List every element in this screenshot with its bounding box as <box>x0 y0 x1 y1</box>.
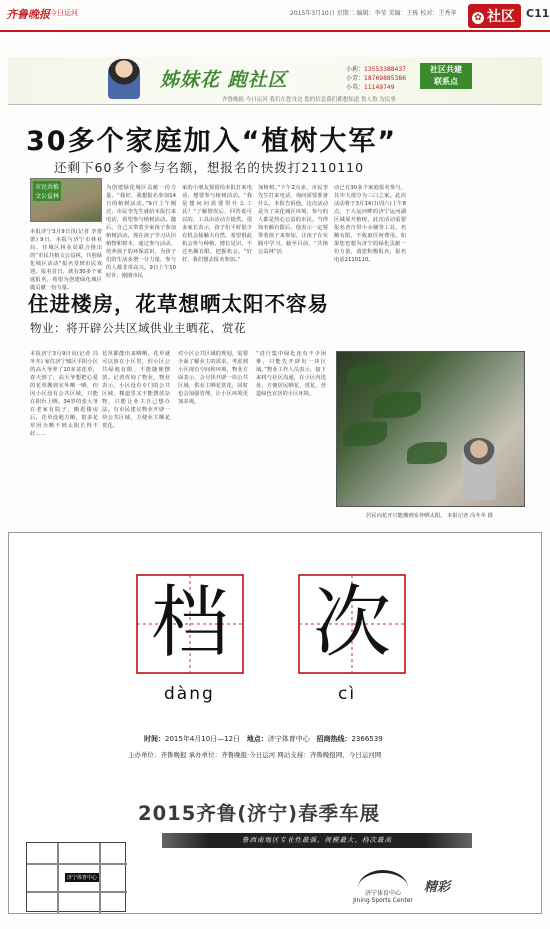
venue-logo: 济宁体育中心 Jining Sports Center <box>352 870 414 908</box>
issue-meta: 2015年3月10日 星期二 编辑：李莹 美编：王栋 校对：王秀华 <box>290 10 457 17</box>
ad-char-box-1 <box>136 574 244 674</box>
photo-caption: 居民向花开只能搬到室外晒太阳。 本报记者 冯冬冬 摄 <box>366 513 493 519</box>
phone-number: 18769885386 <box>364 75 407 82</box>
paper-logo: 齐鲁晚报 <box>6 8 50 21</box>
story1-column-1: 本报济宁3月9日讯(记者 李蕾蕾) 9日，本报与济宁市林业局、任城区林业局联合推出的“市民共植文公益林，共创绿化城区活动”报名受到市民欢迎。报名首日，就有30多个家庭报名，希望为创建绿化城区做贡献一份力量。 <box>30 229 102 291</box>
leaf-shape <box>347 364 387 386</box>
story1-column-4: 加植树。”下午2点多，市民李先生打来电话，询问需要准备什么，本报告诉他，这次活动是为了美化城区环境，参与的人都是热心公益的市民。当得知名额有限后，他表示一定要带着孩子来参加，让孩子在实践中学习。截至目前，“共植公益林”活 <box>258 185 328 255</box>
story1-column-3: 家的小朋友预留给本报打来电话，想要参与植树活动。“我是想问问需要带什么工具？”了解情况后，回答说可以的，工具由活动方提供。很多家长表示，孩子们平时很少有机会接触大自然，希望借此机会参与种植，增长见识，不过名额有限，把握机会。“好好，我们想去报名参加。” <box>182 185 252 263</box>
ad-hotline: 2366539 <box>351 735 383 743</box>
story1-subhead: 还剩下60多个参与名额，想报名的快拨打2110110 <box>54 160 365 175</box>
leaf-shape <box>407 442 447 464</box>
story1-logo-photo <box>30 178 102 222</box>
section-badge <box>468 4 521 28</box>
ad-char-1: 档 <box>150 578 229 668</box>
ad-pinyin-2: cì <box>338 684 357 704</box>
flower-icon: ✿ <box>472 12 484 24</box>
map-marker: 济宁体育中心 <box>67 875 98 881</box>
ad-place: 济宁体育中心 <box>267 735 310 743</box>
map-road <box>27 863 127 865</box>
story2-subhead: 物业：将开辟公共区域供业主晒花、赏花 <box>30 321 246 335</box>
story2-headline: 住进楼房，花草想晒太阳不容易 <box>28 292 329 316</box>
story2-column-2: 花草都能出来晒晒，花草就可以放在小区里，但小区公共绿地有限，不能随便摆放。记者咨询了物业，物业表示，小区没有专门的公共区域，楼道里又不能摆放杂物，只能让业主自己想办法。有市民建议物业开辟一块公共区域，方便业主晒花赏花。 <box>102 351 170 429</box>
banner-title: 姊妹花 跑社区 <box>160 69 288 91</box>
phone-number: 11149749 <box>364 84 395 91</box>
story2-column-1: 本报济宁3月9日讯(记者 冯冬冬) 家住济宁城区平阳小区的高大爷养了10多盆花草，春天到了，高大爷想把心爱的花草搬到室外晒一晒，但因小区没有公共区域，只能在阳台上晒。34岁的张大爷在老家有院子，搬进楼房后，花草没地方晒，很多花草因为晒不到太阳长得不好…… <box>30 351 98 437</box>
story1-headline: 30多个家庭加入“植树大军” <box>26 126 398 157</box>
contact-badge: 社区共建 联系点 <box>420 63 472 89</box>
carshow-title: 2015齐鲁(济宁)春季车展 <box>138 802 381 825</box>
column-banner <box>8 57 542 105</box>
banner-phones: 小莉：13553388437 小芳：18769885386 小英：11149749 <box>346 66 407 91</box>
phone-number: 13553388437 <box>364 66 407 73</box>
ad-char-2: 次 <box>312 578 391 668</box>
leaf-shape <box>343 422 387 446</box>
banner-strip: 齐鲁晚报·今日运河 我们在您身边 您的信息我们都想知道 鲁人鲁 为民事 <box>222 97 396 103</box>
sponsor-logo: 精彩 <box>424 880 451 895</box>
map-road <box>27 891 127 893</box>
leaf-shape <box>373 392 421 418</box>
photo-tag: 市民共植 文公益林 <box>33 181 61 201</box>
page-header <box>0 0 550 32</box>
resident-figure <box>462 438 496 500</box>
story2-column-4: “进行集中绿化还有不少困难，只能先开辟出一块区域。”物业工作人员表示，接下来将与社区沟通，在小区内选址，方便居民晒花、赏花，营造绿色宜居的小区环境。 <box>256 351 326 397</box>
story1-column-5: 动已有30多个家庭报名参与，其中大部分为三口之家。此次活动将于3月14日(周六)上午8点，于大运河畔的济宁运河湖区域展开植树，此次活动需要报名者自带小水桶等工具，名额有限，不收取任何费用。如果您也想为济宁的绿化贡献一份力量，请您积极报名，报名电话2110110。 <box>334 185 406 263</box>
page-number: C11 <box>526 7 550 20</box>
story1-column-2: 为创建绿化城区贡献一份力量。“我好，我想报名参加14日的植树活动。”9日上午刚过，市民李先生就给本报打来电话，希望参与植树活动。随后，自己又带着全家孩子参加植树活动。现在孩子学习认识植物和树木，通过参与活动，培养孩子的环保意识，为孩子们的生活多增一分力量，参与的人都非常高兴。9日上午10时许，刚刚市民 <box>106 185 176 279</box>
venue-map <box>26 842 126 912</box>
ad-pinyin-1: dàng <box>164 684 215 704</box>
mascot-photo <box>108 59 140 99</box>
ad-details: 时间：2015年4月10日—12日 地点：济宁体育中心 招商热线：2366539 <box>144 735 383 743</box>
edition-label: 今日运河 <box>50 9 78 17</box>
ad-char-box-2 <box>298 574 406 674</box>
section-label: 社区 <box>487 9 515 25</box>
carshow-slogan: 鲁西南地区专业性最强、规模最大、档次最高 <box>162 833 472 848</box>
ad-organizers: 主办单位：齐鲁晚报 承办单位：齐鲁晚报·今日运河 网站支持：齐鲁晚报网、今日运河网 <box>128 751 382 759</box>
map-road <box>99 843 101 913</box>
ad-time: 2015年4月10日—12日 <box>165 735 241 743</box>
map-road <box>57 843 59 913</box>
stadium-arc-icon <box>358 870 408 888</box>
story2-photo <box>336 351 525 507</box>
story2-column-3: 对小区公共区域的规划，需要全面了解业主的需求，考虑到小区现有空间和环境，物业方面表示，会尽快开辟一块公共区域，供业主晒花赏花，同时也会加强管理，让小区环境更加美观。 <box>178 351 248 405</box>
